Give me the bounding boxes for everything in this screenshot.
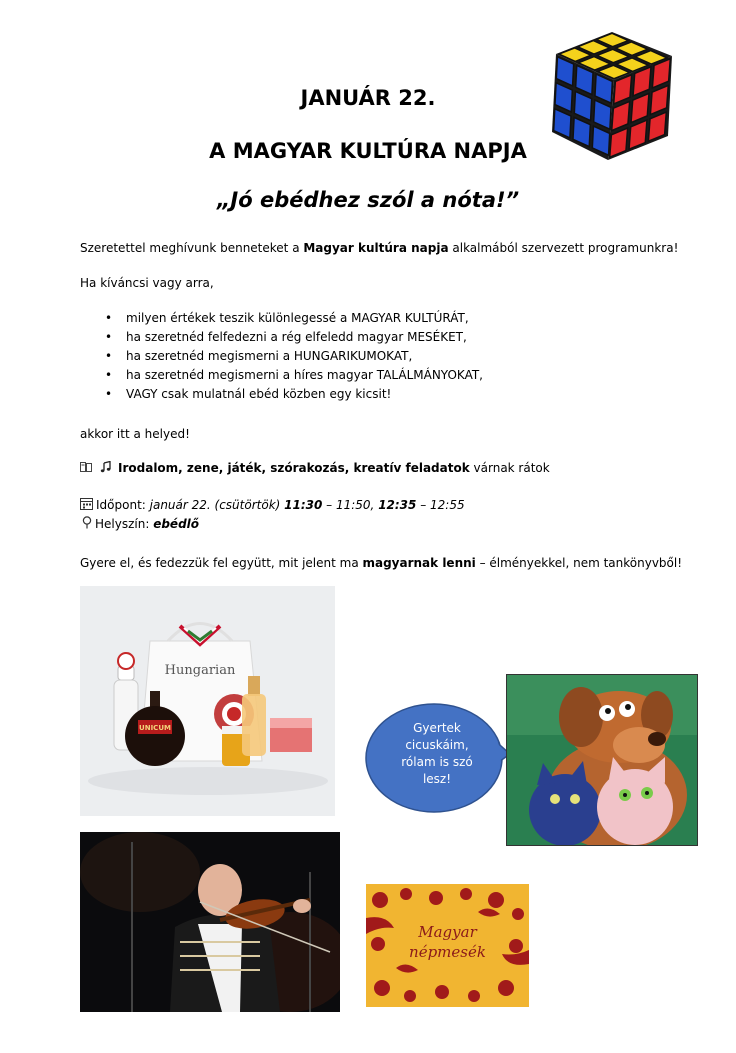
violinist-image [80,832,340,1012]
location-line: Helyszín: ebédlő [80,516,680,533]
bubble-line: Gyertek [413,721,461,735]
music-notes-icon [100,461,112,477]
bubble-line: lesz! [422,772,452,786]
date-heading: JANUÁR 22. [300,86,436,110]
location-pin-icon [82,516,92,533]
place-line: akkor itt a helyed! [80,427,190,441]
folk-title-line: Magyar [418,923,477,941]
bubble-line: rólam is szó [401,755,473,769]
bubble-line: cicuskáim, [405,738,469,752]
list-item: • milyen értékek teszik különlegessé a MAGYAR KULTÚRÁT, [126,309,483,328]
motto: „Jó ebédhez szól a nóta!” [216,188,520,212]
list-item: • VAGY csak mulatnál ebéd közben egy kicsit! [126,385,483,404]
activities-bold: Irodalom, zene, játék, szórakozás, kreatív feladatok [118,461,470,475]
unicum-label: UNICUM [139,724,171,732]
time-line: Időpont: január 22. (csütörtök) 11:30 – 11:50, 12:35 – 12:55 [80,497,680,514]
intro-paragraph: Szeretettel meghívunk benneteket a Magyar kultúra napja alkalmából szervezett programunkra! [80,241,679,255]
intro-bold: Magyar kultúra napja [303,241,449,255]
speech-bubble [364,702,510,814]
curious-line: Ha kíváncsi vagy arra, [80,276,214,290]
bag-brand-text: Hungarian [164,663,236,678]
cartoon-dog-cats-image [506,674,698,846]
calendar-icon [80,497,93,514]
magyar-nepmesek-image [366,884,529,1007]
closing-line: Gyere el, és fedezzük fel együtt, mit jelent ma magyarnak lenni – élményekkel, nem tankönyvből! [80,556,683,570]
list-item: • ha szeretnéd megismerni a HUNGARIKUMOKAT, [126,347,483,366]
activities-line: Irodalom, zene, játék, szórakozás, kreatív feladatok várnak rátok [80,460,680,477]
bullet-list [80,309,483,404]
page-title: A MAGYAR KULTÚRA NAPJA [209,139,527,163]
hungaricum-products-image [80,586,335,816]
folk-title-line: népmesék [409,943,486,961]
list-item: • ha szeretnéd felfedezni a rég elfeledd magyar MESÉKET, [126,328,483,347]
list-item: • ha szeretnéd megismerni a híres magyar TALÁLMÁNYOKAT, [126,366,483,385]
books-icon [80,461,94,477]
